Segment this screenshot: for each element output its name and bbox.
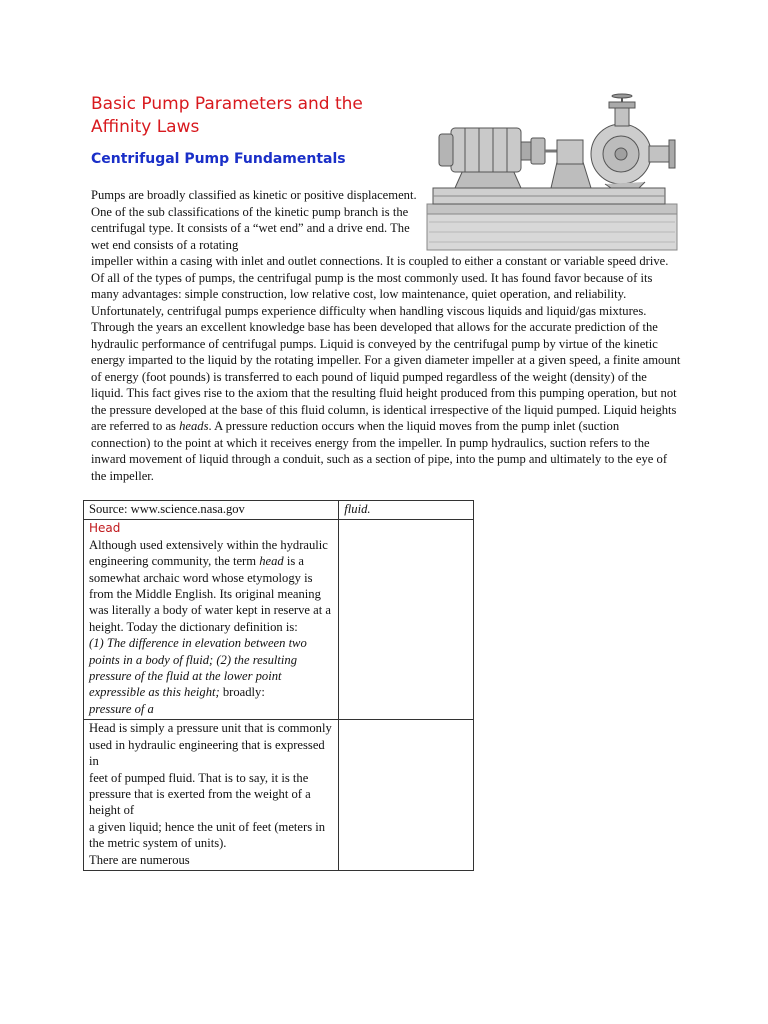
head-definition-cell [84, 520, 339, 720]
table-row [84, 501, 474, 520]
fluid-cell: fluid. [339, 501, 474, 520]
table-row [84, 720, 474, 871]
head-text-line: engineering community, the term head is a somewhat archaic word whose etymology is [89, 554, 313, 585]
centrifugal-pump-illustration [425, 92, 679, 252]
body-term-heads: heads [179, 419, 209, 433]
source-cell: Source: www.science.nasa.gov [84, 501, 339, 520]
body-text-part2: . A pressure reduction occurs when the liquid moves from the pump inlet (suction connection) to the point at which it receives energy from the impeller. In pump hydraulics, suction refers to the inward movement of liquid through a conduit, such as a section of pipe, into the pump and ultimately to the eye of the impeller. [91, 419, 668, 483]
head-term: head [259, 554, 284, 569]
head-info-table [83, 500, 474, 871]
table-row [84, 520, 474, 720]
head-label: Head [89, 521, 121, 536]
empty-cell [339, 720, 474, 871]
unit-text-line: a given liquid; hence the unit of feet (meters in the metric system of units). [89, 819, 326, 851]
head-text-line: was literally a body of water kept in reserve at a [89, 603, 331, 618]
head-text-line: from the Middle English. Its original meaning [89, 587, 321, 602]
unit-text-line: Head is simply a pressure unit that is commonly used in hydraulic engineering that is expressed in [89, 721, 332, 769]
head-text-line: Although used extensively within the hydraulic [89, 537, 328, 552]
intro-paragraph: Pumps are broadly classified as kinetic or positive displacement. One of the sub classifications of the kinetic pump branch is the centrifugal type. It consists of a “wet end” and a drive end. The wet end consists of a rotating [91, 188, 417, 252]
page-title: Basic Pump Parameters and the Affinity Laws [91, 94, 363, 137]
head-unit-cell [84, 720, 339, 871]
head-text-line: height. Today the dictionary definition is: [89, 619, 298, 634]
body-paragraph [91, 253, 681, 484]
head-dictionary-definition: (1) The difference in elevation between two points in a body of fluid; (2) the resulting pressure of the fluid at the lower point expressible as this height; broadly: [89, 636, 307, 700]
empty-cell [339, 520, 474, 720]
section-heading: Centrifugal Pump Fundamentals [91, 151, 346, 167]
unit-text-line: feet of pumped fluid. That is to say, it is the pressure that is exerted from the weight of a height of [89, 770, 311, 818]
unit-text-line: There are numerous [89, 852, 190, 867]
head-text-line: pressure of a [89, 701, 154, 716]
body-text-part1: impeller within a casing with inlet and outlet connections. It is coupled to either a constant or variable speed drive. Of all of the types of pumps, the centrifugal pump is the most commonly used. It has found favor because of its many advantages: simple construction, low relative cost, low maintenance, quiet operation, and reliability. Unfortunately, centrifugal pumps experience difficulty when handling viscous liquids and liquid/gas mixtures. Through the years an excellent knowledge base has been developed that allows for the accurate prediction of the hydraulic performance of centrifugal pumps. Liquid is conveyed by the centrifugal pump by virtue of the kinetic energy imparted to the liquid by the rotating impeller. For a given diameter impeller at a given speed, a finite amount of energy (foot pounds) is transferred to each pound of liquid pumped regardless of the weight (density) of the liquid. This fact gives rise to the axiom that the resulting fluid height produced from this pumping operation, but not the pressure developed at the base of this fluid column, is identical irrespective of the liquid pumped. Liquid heights are referred to as [91, 254, 681, 433]
